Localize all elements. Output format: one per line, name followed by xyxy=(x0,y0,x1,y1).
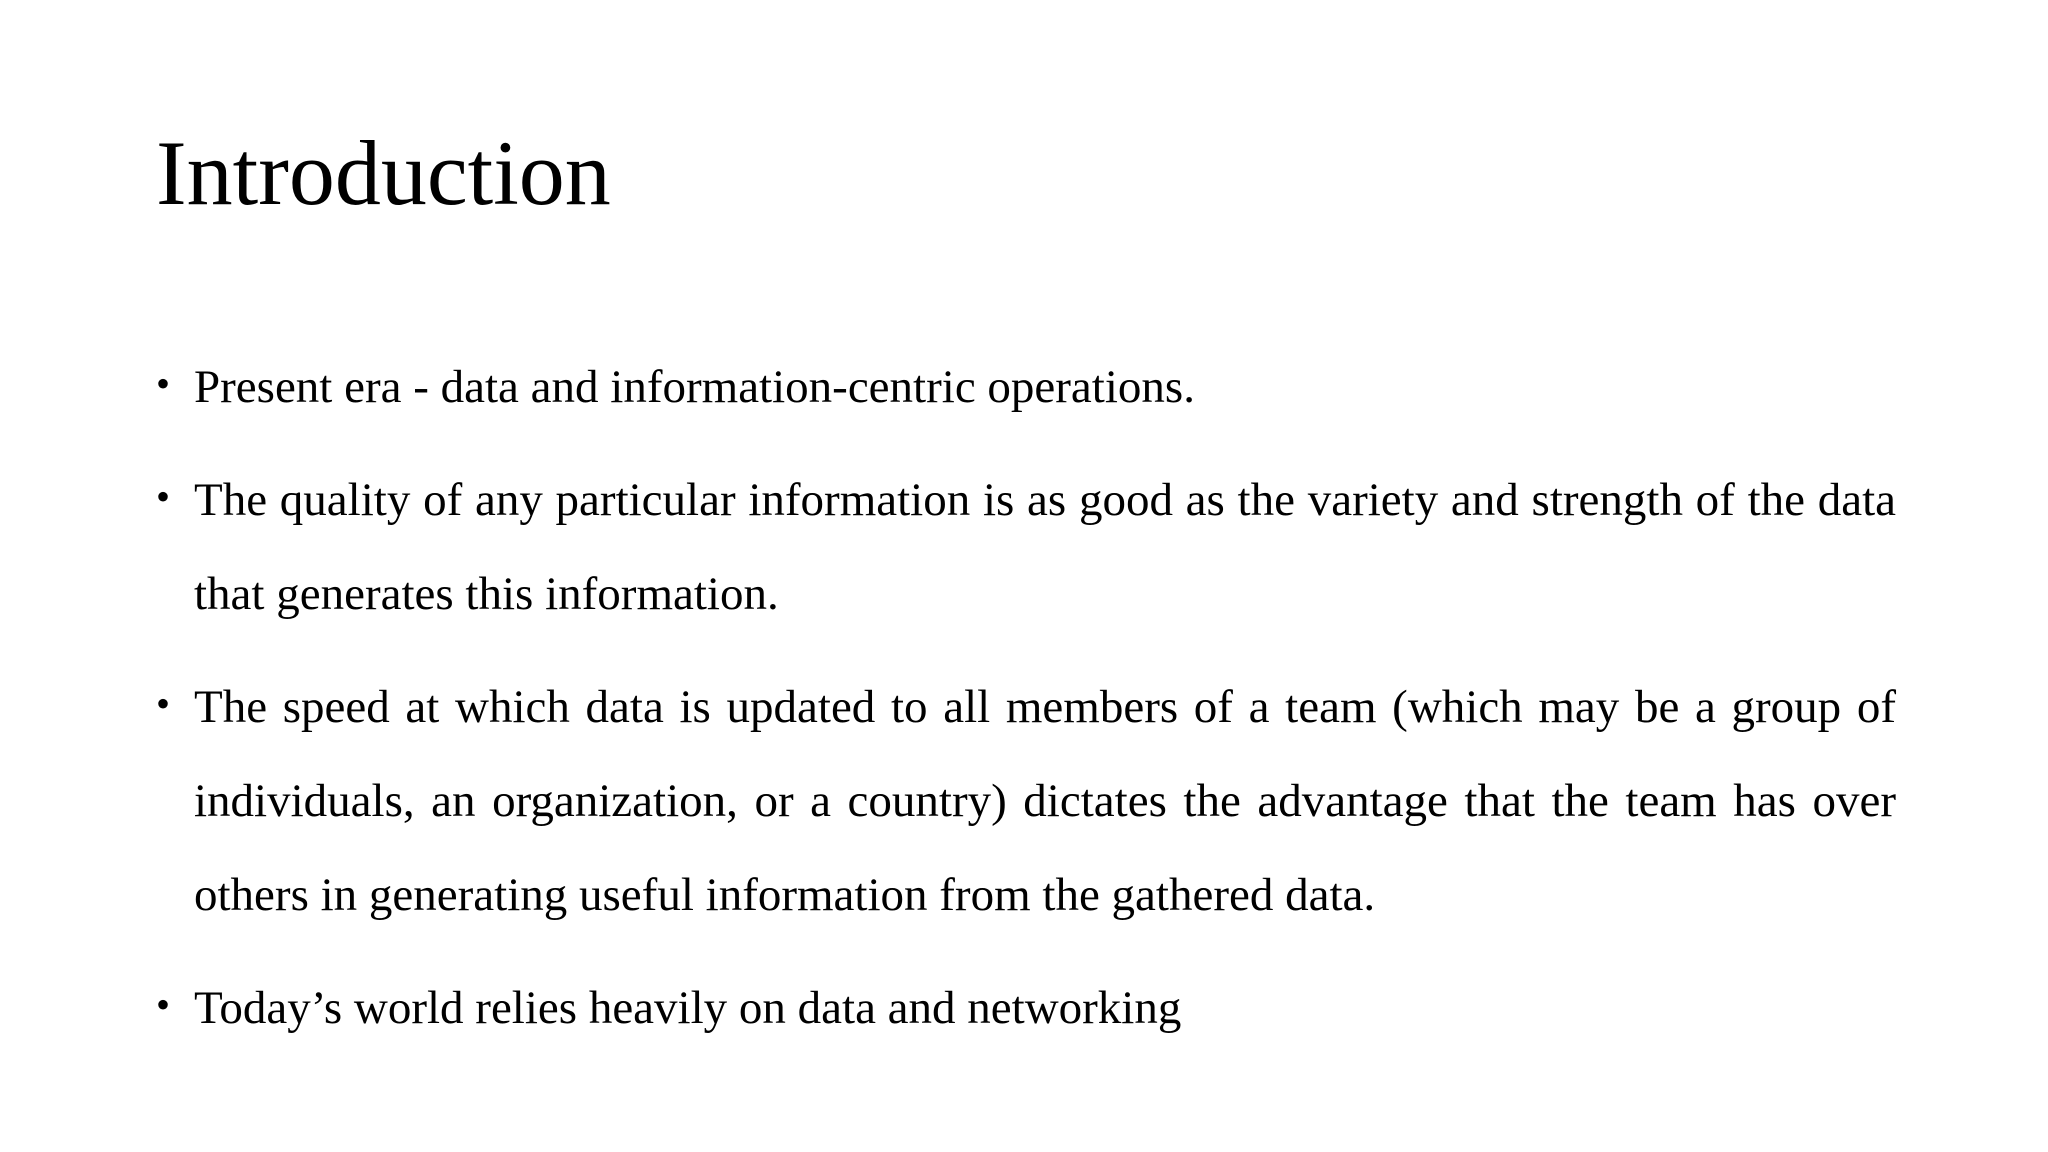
bullet-icon: • xyxy=(156,681,171,726)
bullet-text: The quality of any particular information is as good as the variety and strength of the data that generates this information. xyxy=(194,474,1896,620)
bullet-list xyxy=(156,340,1896,1074)
bullet-icon: • xyxy=(156,361,171,406)
bullet-text: Present era - data and information-centric operations. xyxy=(194,361,1195,413)
bullet-text: The speed at which data is updated to all members of a team (which may be a group of individuals, an organization, or a country) dictates the advantage that the team has over others in generating useful information from the gathered data. xyxy=(194,681,1896,921)
bullet-icon: • xyxy=(156,982,171,1027)
bullet-item xyxy=(156,660,1896,942)
bullet-icon: • xyxy=(156,474,171,519)
slide-title: Introduction xyxy=(156,122,611,224)
bullet-text: Today’s world relies heavily on data and networking xyxy=(194,982,1182,1034)
bullet-item xyxy=(156,961,1896,1055)
bullet-item xyxy=(156,340,1896,434)
bullet-item xyxy=(156,453,1896,641)
